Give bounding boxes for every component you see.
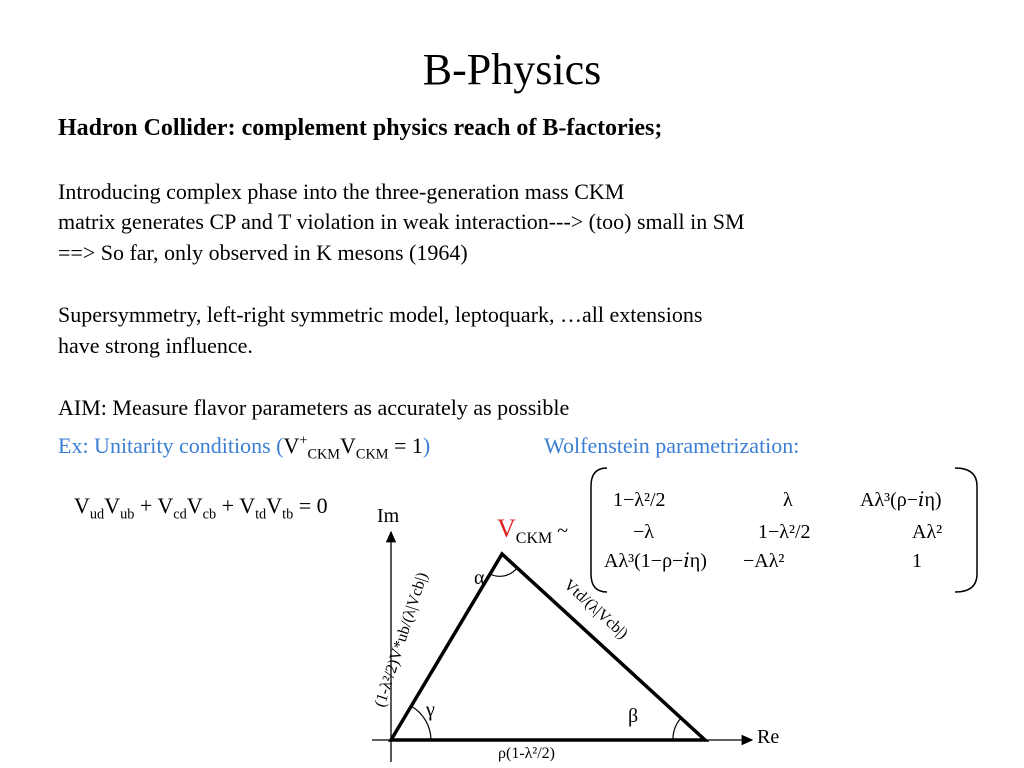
vckm-label: $V_{CKM}$ ~ (497, 514, 569, 548)
matrix-cell: −Aλ² (743, 550, 785, 572)
beta-arc (673, 718, 681, 740)
subtitle: Hadron Collider: complement physics reach of B-factories; (58, 115, 663, 141)
base-label: ρ(1-λ²/2) (498, 745, 555, 762)
matrix-cell: λ (783, 489, 793, 511)
matrix-cell: Aλ³(ρ−𝑖η) (860, 489, 942, 511)
unitarity-triangle (360, 500, 800, 768)
im-axis-label: Im (377, 505, 400, 527)
unitarity-equation: $V_{ud}V_{ub} + V_{cd}V_{cb} + V_{td}V_{tb} = 0$ (74, 493, 328, 523)
gamma-label: γ (426, 699, 435, 721)
matrix-cell: 1−λ²/2 (613, 489, 666, 511)
wolfenstein-label: Wolfenstein parametrization: (544, 433, 800, 458)
paragraph-line: have strong influence. (58, 333, 253, 358)
matrix-cell: Aλ² (912, 521, 943, 543)
matrix-cell: −λ (633, 521, 654, 543)
paragraph-line: ==> So far, only observed in K mesons (1964) (58, 240, 468, 265)
matrix-cell: 1−λ²/2 (758, 521, 811, 543)
triangle-shape (391, 554, 705, 740)
paragraph-line: Supersymmetry, left-right symmetric model, leptoquark, …all extensions (58, 302, 703, 327)
page-title: B-Physics (422, 45, 602, 94)
matrix-cell: 1 (912, 550, 922, 572)
right-side-label: Vtd/(λ|Vcb|) (560, 576, 632, 643)
example-line: Ex: Unitarity conditions $(V^+_{CKM}V_{CKM} = 1)$ (58, 432, 431, 463)
alpha-label: α (474, 567, 485, 589)
matrix-cell: Aλ³(1−ρ−𝑖η) (604, 550, 707, 572)
left-side-label: (1-λ²/2)V*ub/(λ|Vcb|) (371, 570, 432, 710)
beta-label: β (628, 705, 639, 727)
paragraph-line: matrix generates CP and T violation in weak interaction---> (too) small in SM (58, 209, 745, 234)
paragraph-line: Introducing complex phase into the three-generation mass CKM (58, 179, 625, 204)
aim-line: AIM: Measure flavor parameters as accurately as possible (58, 395, 570, 420)
re-axis-label: Re (757, 726, 780, 748)
